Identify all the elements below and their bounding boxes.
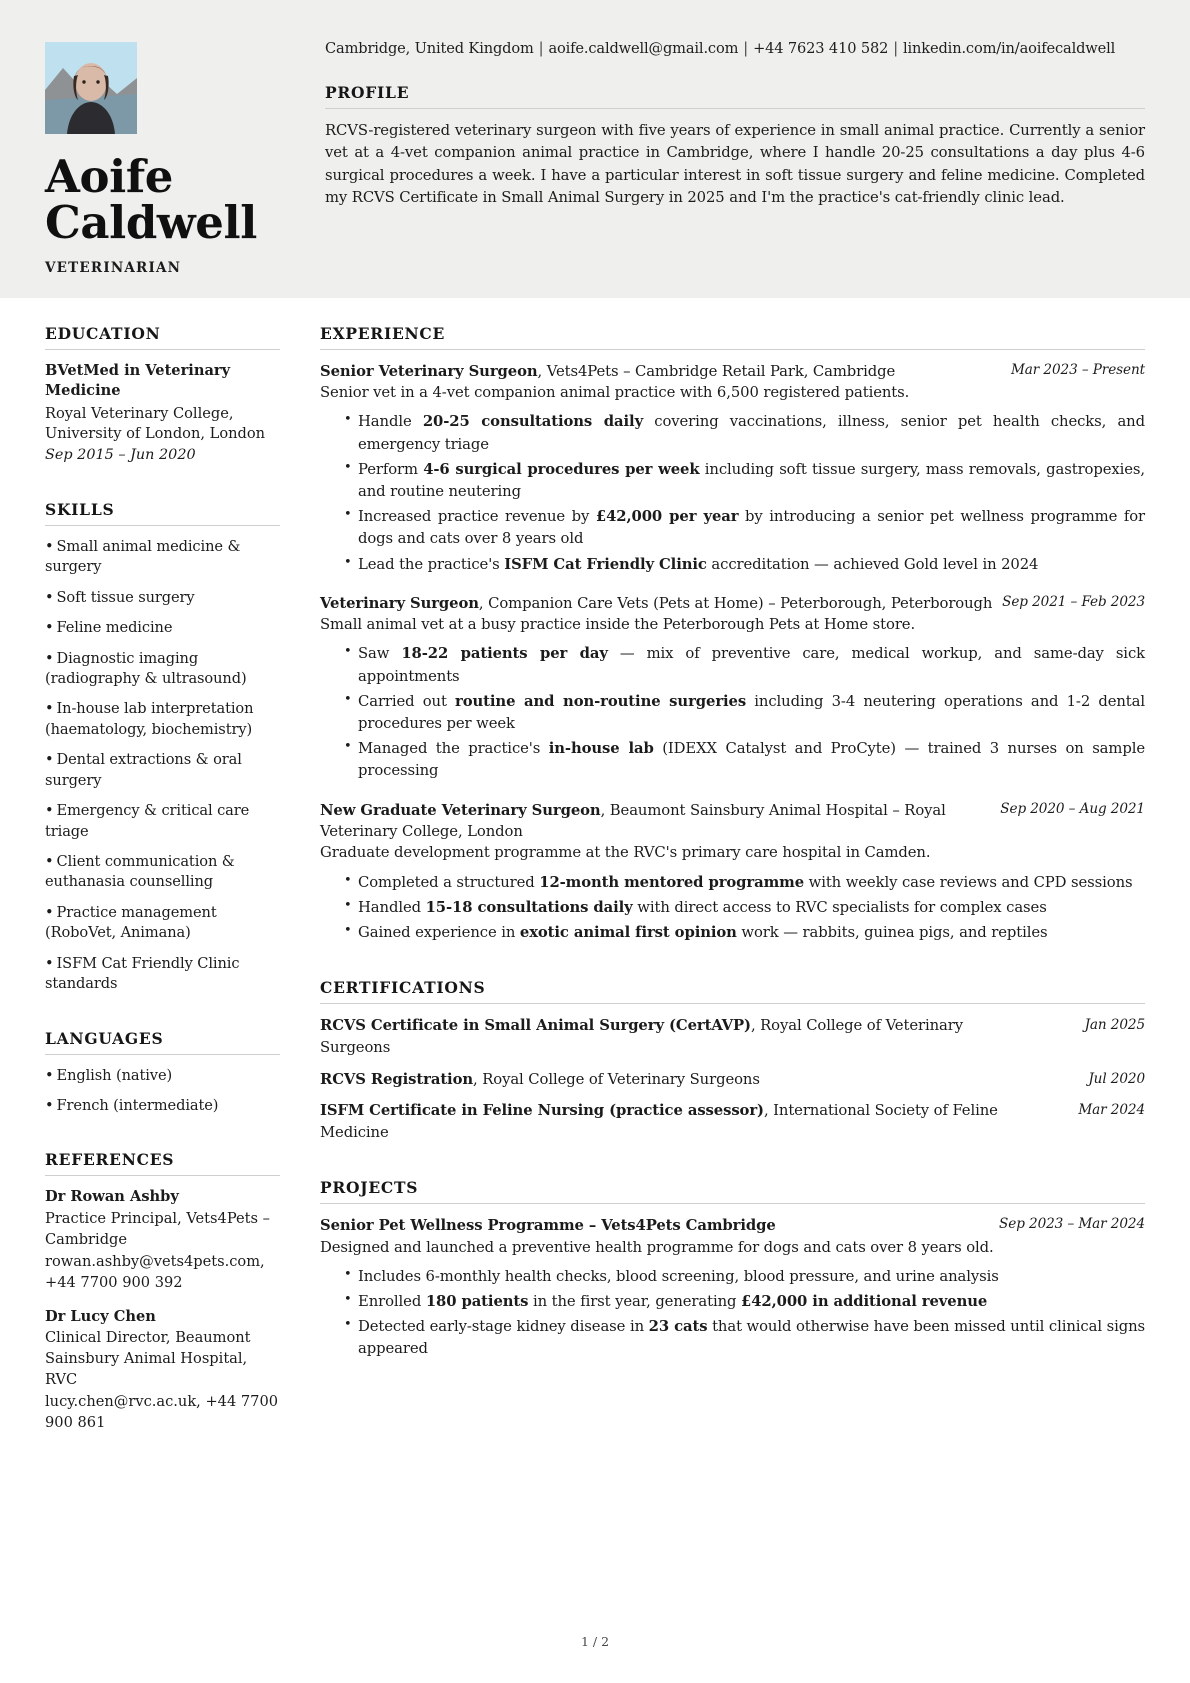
bullet-item (344, 897, 1145, 919)
first-name: Aoife (45, 150, 174, 203)
bullet-item (344, 643, 1145, 687)
experience-summary: Senior vet in a 4-vet companion animal practice with 6,500 registered patients. (320, 384, 910, 402)
experience-entry (320, 800, 1145, 945)
bullet-text: Managed the practice's (358, 740, 549, 758)
bullet-text: accreditation — achieved Gold level in 2024 (706, 555, 1039, 573)
bullet-text: that would otherwise have been missed until clinical signs appeared (358, 1318, 1145, 1358)
bullet-item (344, 872, 1145, 894)
bullet-text: — mix of preventive care, medical workup, and same-day sick appointments (358, 645, 1145, 685)
profile-divider (325, 108, 1145, 109)
bullet-text: (IDEXX Catalyst and ProCyte) — trained 3 nurses on sample processing (358, 740, 1145, 780)
language-label: English (native) (56, 1066, 173, 1084)
bullet-emphasis: 20-25 consultations daily (422, 413, 644, 431)
bullet-text: Completed a structured (358, 873, 540, 891)
bullet-dot-icon: • (45, 802, 54, 820)
experience-heading: EXPERIENCE (320, 323, 446, 343)
experience-role: Veterinary Surgeon (320, 594, 479, 612)
reference-role: Practice Principal, Vets4Pets – Cambridge (45, 1209, 270, 1248)
experience-section (320, 324, 1145, 944)
bullet-dot-icon: • (45, 619, 54, 637)
certification-name: ISFM Certificate in Feline Nursing (practice assessor) (320, 1101, 764, 1119)
bullet-text: by introducing a senior pet wellness programme for dogs and cats over 8 years old (358, 508, 1145, 548)
bullet-emphasis: 18-22 patients per day (401, 645, 608, 663)
contact-linkedin[interactable]: linkedin.com/in/aoifecaldwell (903, 40, 1116, 57)
language-item (45, 1096, 280, 1116)
bullet-emphasis: £42,000 in additional revenue (741, 1292, 988, 1310)
bullet-list (320, 411, 1145, 575)
skill-label: Practice management (RoboVet, Animana) (45, 903, 217, 942)
certification-issuer: , Royal College of Veterinary Surgeons (320, 1017, 963, 1057)
bullet-item (344, 1291, 1145, 1313)
skills-list (45, 537, 280, 995)
bullet-dot-icon: • (45, 853, 54, 870)
bullet-text: Enrolled (358, 1292, 426, 1310)
education-school: Royal Veterinary College, University of London, London (45, 404, 266, 443)
bullet-emphasis: 15-18 consultations daily (425, 898, 633, 916)
certification-entry (320, 1015, 1145, 1059)
job-title: VETERINARIAN (45, 259, 182, 276)
experience-list (320, 361, 1145, 944)
skill-label: Client communication & euthanasia counselling (45, 853, 235, 891)
experience-company: , Vets4Pets – Cambridge Retail Park, Cambridge (537, 362, 896, 380)
reference-entry (45, 1307, 280, 1434)
bullet-list (320, 1266, 1145, 1361)
bullet-emphasis: exotic animal first opinion (519, 923, 737, 941)
reference-name: Dr Rowan Ashby (45, 1188, 179, 1206)
education-entry (45, 361, 280, 466)
reference-entry (45, 1187, 280, 1293)
bullet-text: Carried out (358, 692, 456, 710)
skill-label: Emergency & critical care triage (45, 802, 250, 840)
references-heading: REFERENCES (45, 1150, 175, 1170)
avatar (45, 42, 137, 134)
bullet-text: including soft tissue surgery, mass removals, gastropexies, and routine neutering (358, 460, 1146, 500)
skills-heading: SKILLS (45, 499, 115, 519)
languages-section (45, 1029, 280, 1117)
contact-phone[interactable]: +44 7623 410 582 (753, 40, 889, 57)
bullet-item (344, 1266, 1145, 1288)
bullet-text: Increased practice revenue by (358, 508, 596, 526)
bullet-emphasis: £42,000 per year (595, 508, 739, 526)
bullet-emphasis: in-house lab (548, 740, 654, 758)
bullet-text: including 3-4 neutering operations and 1-2 dental procedures per week (358, 692, 1145, 732)
resume-body (0, 298, 1190, 1468)
skill-label: Dental extractions & oral surgery (45, 751, 242, 789)
skill-item (45, 649, 280, 690)
languages-heading: LANGUAGES (45, 1028, 164, 1048)
certifications-list (320, 1015, 1145, 1144)
reference-role: Clinical Director, Beaumont Sainsbury Animal Hospital, RVC (45, 1329, 251, 1388)
skill-item (45, 903, 280, 944)
skill-item (45, 750, 280, 791)
certifications-section (320, 978, 1145, 1144)
bullet-dot-icon: • (45, 954, 54, 972)
experience-divider (320, 349, 1145, 350)
experience-entry (320, 361, 1145, 576)
certification-issuer: , International Society of Feline Medicine (320, 1101, 998, 1141)
bullet-item (344, 459, 1145, 503)
experience-entry-header (320, 361, 1145, 382)
bullet-dot-icon: • (45, 1066, 54, 1084)
experience-date: Sep 2020 – Aug 2021 (1000, 800, 1145, 817)
certification-name: RCVS Registration (320, 1070, 474, 1088)
projects-divider (320, 1203, 1145, 1204)
experience-role: Senior Veterinary Surgeon (320, 362, 538, 380)
contact-location: Cambridge, United Kingdom (325, 40, 534, 57)
skill-label: Small animal medicine & surgery (45, 537, 241, 576)
bullet-item (344, 411, 1145, 455)
language-label: French (intermediate) (56, 1096, 219, 1114)
sidebar-column (45, 324, 300, 1468)
resume-header (0, 0, 1190, 298)
bullet-text: with weekly case reviews and CPD sessions (804, 873, 1133, 891)
page-indicator: 1 / 2 (580, 1634, 610, 1649)
experience-summary: Graduate development programme at the RVC's primary care hospital in Camden. (320, 844, 931, 862)
education-date: Sep 2015 – Jun 2020 (45, 447, 196, 464)
certifications-divider (320, 1003, 1145, 1004)
languages-divider (45, 1054, 280, 1055)
references-section (45, 1150, 280, 1433)
skill-label: Diagnostic imaging (radiography & ultrasound) (45, 649, 247, 688)
project-date: Sep 2023 – Mar 2024 (999, 1216, 1145, 1233)
last-name: Caldwell (45, 195, 257, 249)
skill-label: Feline medicine (56, 619, 173, 637)
certification-date: Mar 2024 (1078, 1101, 1145, 1118)
skill-item (45, 588, 280, 608)
page-title (45, 150, 320, 249)
certification-entry (320, 1069, 1145, 1091)
skill-label: In-house lab interpretation (haematology, biochemistry) (45, 700, 254, 738)
certifications-heading: CERTIFICATIONS (320, 978, 486, 998)
experience-entry-header (320, 800, 1145, 843)
certification-name: RCVS Certificate in Small Animal Surgery (CertAVP) (320, 1017, 751, 1035)
bullet-emphasis: 4-6 surgical procedures per week (423, 460, 700, 478)
language-item (45, 1066, 280, 1086)
bullet-item (344, 1316, 1145, 1360)
bullet-dot-icon: • (45, 751, 54, 769)
bullet-text: covering vaccinations, illness, senior pet health checks, and emergency triage (358, 413, 1145, 453)
skill-item (45, 801, 280, 842)
bullet-text: Gained experience in (358, 923, 520, 941)
projects-section (320, 1178, 1145, 1360)
education-divider (45, 349, 280, 350)
projects-heading: PROJECTS (320, 1178, 419, 1198)
bullet-emphasis: 180 patients (425, 1292, 529, 1310)
experience-entry-header (320, 593, 1145, 614)
bullet-text: in the first year, generating (528, 1292, 742, 1310)
avatar-photo-icon (45, 42, 137, 134)
header-contact-and-profile (320, 28, 1145, 210)
bullet-item (344, 922, 1145, 944)
certification-date: Jul 2020 (1088, 1070, 1145, 1087)
bullet-text: work — rabbits, guinea pigs, and reptiles (736, 923, 1048, 941)
certification-entry (320, 1100, 1145, 1144)
main-column (300, 324, 1145, 1468)
skill-label: Soft tissue surgery (56, 588, 195, 606)
bullet-item (344, 506, 1145, 550)
reference-name: Dr Lucy Chen (45, 1307, 156, 1325)
profile-text: RCVS-registered veterinary surgeon with five years of experience in small animal practice. Currently a senior vet at a 4-vet companion animal practice in Cambridge, where I handle 20-25 consultations a day plus 4-6 surgical procedures a week. I have a particular interest in soft tissue surgery and feline medicine. Completed my RCVS Certificate in Small Animal Surgery in 2025 and I'm the practice's cat-friendly clinic lead. (325, 122, 1145, 207)
contact-separator: | (743, 40, 749, 57)
bullet-dot-icon: • (45, 588, 54, 606)
references-list (45, 1187, 280, 1433)
bullet-text: Lead the practice's (358, 555, 505, 573)
bullet-dot-icon: • (45, 649, 54, 667)
projects-list (320, 1215, 1145, 1360)
bullet-emphasis: ISFM Cat Friendly Clinic (504, 555, 707, 573)
education-heading: EDUCATION (45, 323, 161, 343)
profile-heading: PROFILE (325, 83, 410, 102)
reference-contact[interactable]: rowan.ashby@vets4pets.com, +44 7700 900 392 (45, 1253, 265, 1291)
certification-date: Jan 2025 (1084, 1017, 1145, 1034)
bullet-emphasis: 23 cats (648, 1318, 708, 1336)
skills-divider (45, 525, 280, 526)
page-footer (0, 1634, 1190, 1649)
skill-item (45, 954, 280, 995)
experience-summary: Small animal vet at a busy practice inside the Peterborough Pets at Home store. (320, 616, 916, 634)
contact-separator: | (538, 40, 544, 57)
bullet-list (320, 872, 1145, 945)
bullet-text: Handle (358, 413, 423, 431)
languages-list (45, 1066, 280, 1117)
reference-contact[interactable]: lucy.chen@rvc.ac.uk, +44 7700 900 861 (45, 1393, 279, 1431)
references-divider (45, 1175, 280, 1176)
bullet-dot-icon: • (45, 700, 54, 718)
bullet-dot-icon: • (45, 537, 54, 555)
education-section (45, 324, 280, 466)
bullet-text: with direct access to RVC specialists for complex cases (632, 898, 1047, 916)
skill-item (45, 537, 280, 578)
skill-item (45, 699, 280, 740)
bullet-text: Detected early-stage kidney disease in (358, 1318, 649, 1336)
bullet-emphasis: routine and non-routine surgeries (455, 692, 747, 710)
bullet-text: Includes 6-monthly health checks, blood screening, blood pressure, and urine analysis (358, 1267, 999, 1285)
skill-label: ISFM Cat Friendly Clinic standards (45, 954, 240, 993)
experience-role: New Graduate Veterinary Surgeon (320, 801, 601, 819)
header-identity-block (45, 28, 320, 276)
education-degree: BVetMed in Veterinary Medicine (45, 361, 231, 400)
bullet-list (320, 643, 1145, 782)
experience-company: , Companion Care Vets (Pets at Home) – Peterborough, Peterborough (478, 594, 993, 612)
bullet-item (344, 691, 1145, 735)
experience-company: , Beaumont Sainsbury Animal Hospital – Royal Veterinary College, London (320, 801, 946, 840)
bullet-dot-icon: • (45, 1096, 54, 1114)
bullet-text: Perform (358, 460, 424, 478)
bullet-text: Handled (358, 898, 426, 916)
contact-separator: | (893, 40, 899, 57)
contact-email[interactable]: aoife.caldwell@gmail.com (548, 40, 739, 57)
project-title: Senior Pet Wellness Programme – Vets4Pets Cambridge (320, 1217, 776, 1235)
skill-item (45, 852, 280, 893)
bullet-text: Saw (358, 645, 402, 663)
skills-section (45, 500, 280, 995)
bullet-dot-icon: • (45, 903, 54, 921)
skill-item (45, 618, 280, 638)
certification-issuer: , Royal College of Veterinary Surgeons (473, 1070, 760, 1088)
project-summary: Designed and launched a preventive health programme for dogs and cats over 8 years old. (320, 1238, 994, 1256)
experience-date: Mar 2023 – Present (1010, 361, 1145, 378)
experience-date: Sep 2021 – Feb 2023 (1002, 593, 1145, 610)
project-entry (320, 1215, 1145, 1360)
experience-entry (320, 593, 1145, 783)
bullet-item (344, 738, 1145, 782)
bullet-emphasis: 12-month mentored programme (539, 873, 805, 891)
project-header (320, 1215, 1145, 1236)
contact-line (325, 40, 1145, 57)
bullet-item (344, 554, 1145, 576)
